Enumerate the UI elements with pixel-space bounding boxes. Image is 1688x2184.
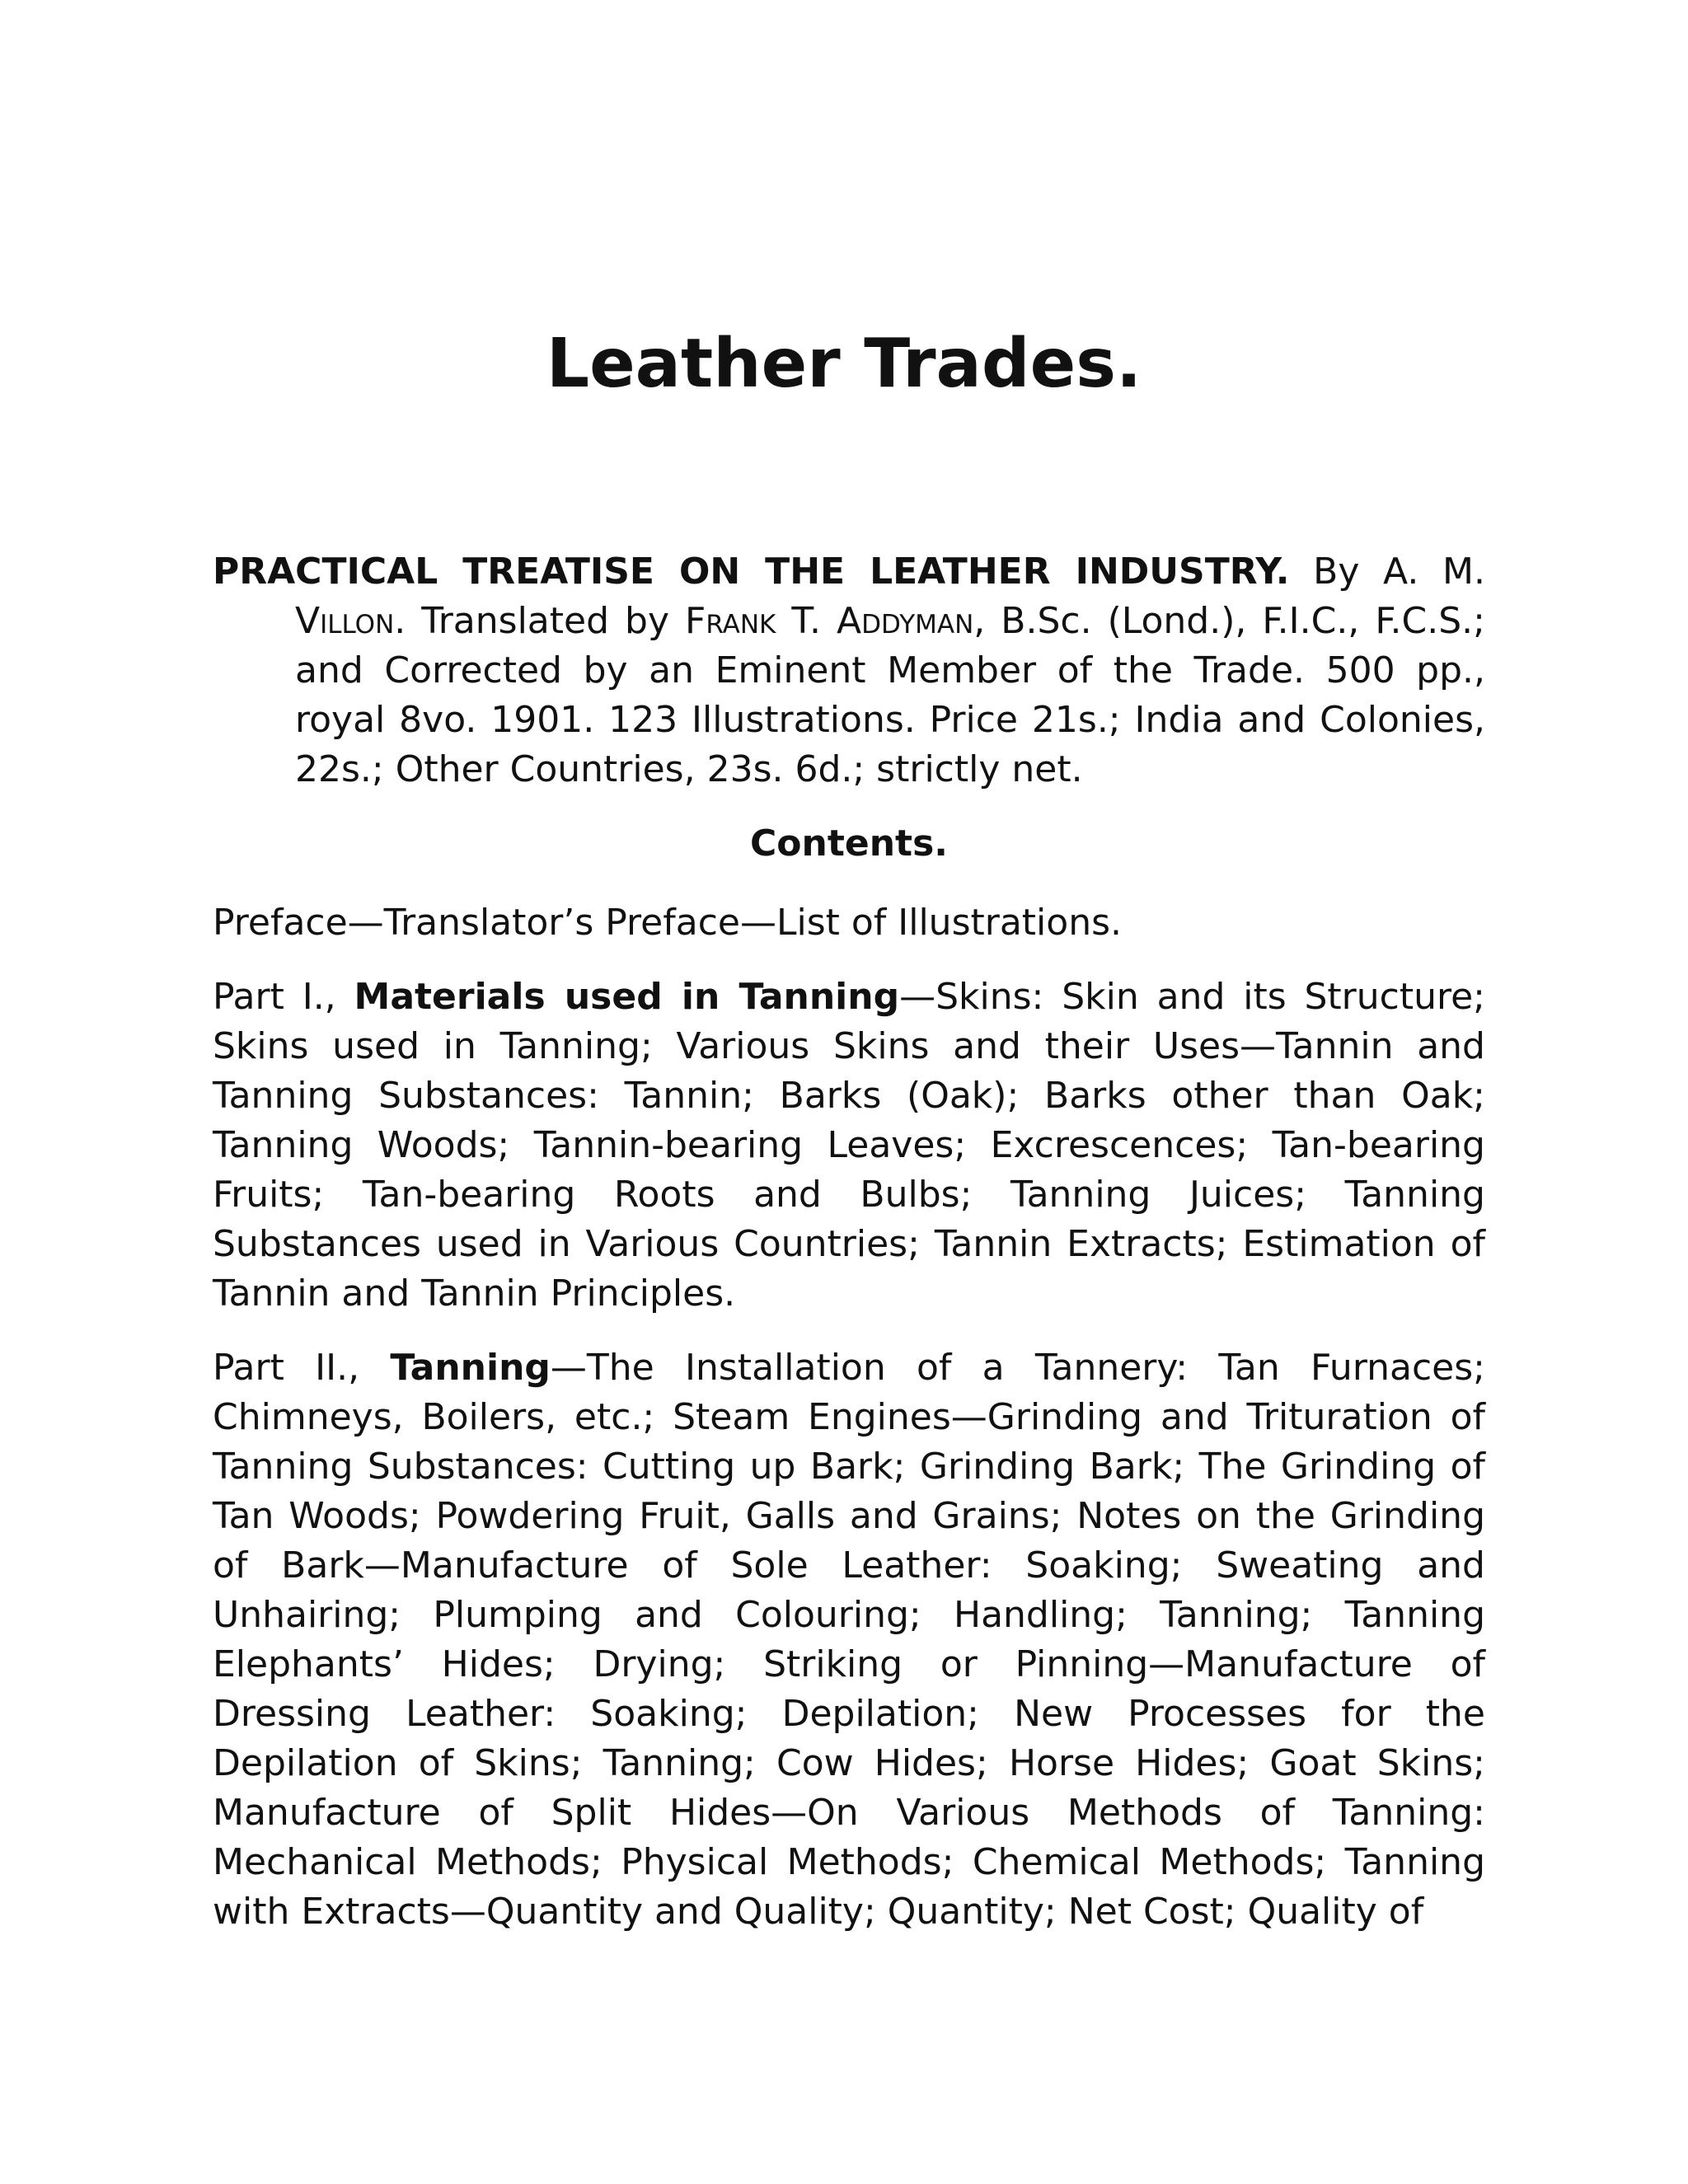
part-1-title: Materials used in Tanning [354, 976, 900, 1018]
contents-part-2 [213, 1343, 1485, 1937]
book-translator: Frank T. Addyman [685, 600, 974, 642]
part-1-label: Part I., [213, 976, 354, 1018]
book-entry [213, 547, 1485, 794]
contents-heading: Contents. [750, 823, 948, 865]
book-title: PRACTICAL TREATISE ON THE LEATHER INDUSTRY. [213, 551, 1290, 593]
book-translated-label: . Translated by [394, 600, 686, 642]
part-2-title: Tanning [390, 1347, 551, 1389]
page-content [213, 547, 1485, 1937]
part-2-label: Part II., [213, 1347, 391, 1389]
book-details: , B.Sc. (Lond.), F.I.C., F.C.S.; and Corrected by an Eminent Member of the Trade. 500 pp., royal 8vo. 1901. 123 Illustrations. Price 21s.; India and Colonies, 22s.; Other Countries, 23s. 6d.; strictly net. [295, 600, 1485, 790]
book-by-label: By A. M. [1289, 551, 1485, 593]
part-2-text: —The Installation of a Tannery: Tan Furnaces; Chimneys, Boilers, etc.; Steam Engines—Grinding and Trituration of Tanning Substances: Cutting up Bark; Grinding Bark; The Grinding of Tan Woods; Powdering Fruit, Galls and Grains; Notes on the Grinding of Bark—Manufacture of Sole Leather: Soaking; Sweating and Unhairing; Plumping and Colouring; Handling; Tanning; Tanning Elephants’ Hides; Drying; Striking or Pinning—Manufacture of Dressing Leather: Soaking; Depilation; New Processes for the Depilation of Skins; Tanning; Cow Hides; Horse Hides; Goat Skins; Manufacture of Split Hides—On Various Methods of Tanning: Mechanical Methods; Physical Methods; Chemical Methods; Tanning with Extracts—Quantity and Quality; Quantity; Net Cost; Quality of [213, 1347, 1485, 1933]
contents-part-1 [213, 972, 1485, 1319]
contents-intro: Preface—Translator’s Preface—List of Illustrations. [213, 902, 1122, 944]
book-author: Villon [295, 600, 395, 642]
page-title: Leather Trades. [546, 325, 1142, 403]
part-1-text: —Skins: Skin and its Structure; Skins used in Tanning; Various Skins and their Uses—Tannin and Tanning Substances: Tannin; Barks (Oak); Barks other than Oak; Tanning Woods; Tannin-bearing Leaves; Excrescences; Tan-bearing Fruits; Tan-bearing Roots and Bulbs; Tanning Juices; Tanning Substances used in Various Countries; Tannin Extracts; Estimation of Tannin and Tannin Principles. [213, 976, 1485, 1315]
